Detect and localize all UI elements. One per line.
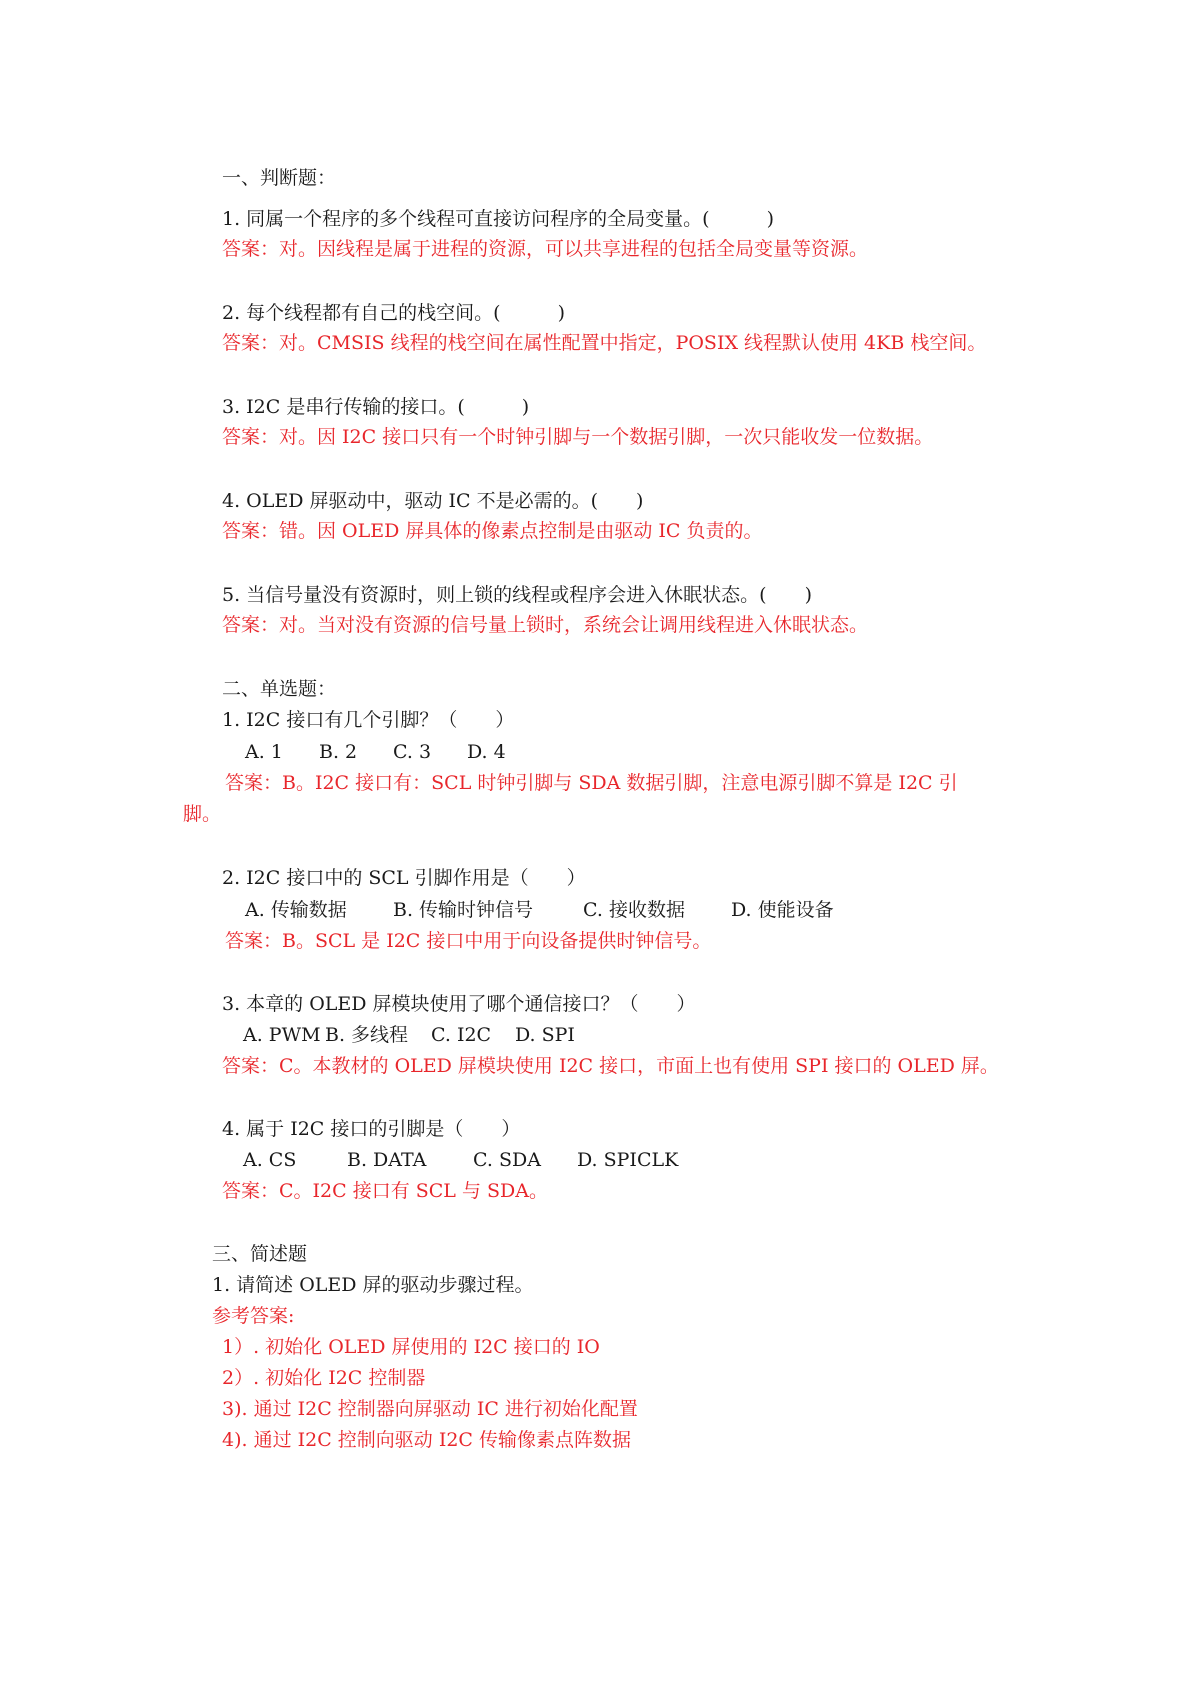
tf-question-1: 1. 同属一个程序的多个线程可直接访问程序的全局变量。( ) bbox=[222, 208, 774, 230]
reference-answer-label: 参考答案: bbox=[212, 1305, 295, 1327]
tf-question-5: 5. 当信号量没有资源时，则上锁的线程或程序会进入休眠状态。( ) bbox=[222, 584, 812, 606]
section-heading-single-choice: 二、单选题： bbox=[222, 678, 337, 700]
option: B. 传输时钟信号 bbox=[393, 899, 534, 921]
mc-options-4 bbox=[243, 1148, 678, 1172]
mc-answer-3: 答案：C。本教材的 OLED 屏模块使用 I2C 接口，市面上也有使用 SPI 接口的 OLED 屏。 bbox=[222, 1055, 999, 1077]
option: A. PWM bbox=[243, 1024, 321, 1046]
option: B. 2 bbox=[319, 741, 358, 763]
option: C. 接收数据 bbox=[583, 899, 685, 921]
tf-answer-2: 答案：对。CMSIS 线程的栈空间在属性配置中指定，POSIX 线程默认使用 4KB 栈空间。 bbox=[222, 332, 987, 354]
option: A. 1 bbox=[245, 741, 283, 763]
tf-question-3: 3. I2C 是串行传输的接口。( ) bbox=[222, 396, 530, 418]
option: C. I2C bbox=[431, 1024, 492, 1046]
mc-question-3: 3. 本章的 OLED 屏模块使用了哪个通信接口？（ ） bbox=[222, 993, 696, 1015]
reference-step-3: 3). 通过 I2C 控制器向屏驱动 IC 进行初始化配置 bbox=[222, 1398, 638, 1420]
mc-answer-4: 答案：C。I2C 接口有 SCL 与 SDA。 bbox=[222, 1180, 548, 1202]
sa-question-1: 1. 请简述 OLED 屏的驱动步骤过程。 bbox=[212, 1274, 534, 1296]
tf-question-4: 4. OLED 屏驱动中，驱动 IC 不是必需的。( ) bbox=[222, 490, 644, 512]
tf-answer-5: 答案：对。当对没有资源的信号量上锁时，系统会让调用线程进入休眠状态。 bbox=[222, 614, 869, 636]
mc-options-2 bbox=[245, 898, 834, 922]
mc-answer-2: 答案：B。SCL 是 I2C 接口中用于向设备提供时钟信号。 bbox=[225, 930, 712, 952]
option: D. SPI bbox=[515, 1024, 575, 1046]
option: B. DATA bbox=[347, 1149, 427, 1171]
reference-step-1: 1）. 初始化 OLED 屏使用的 I2C 接口的 IO bbox=[222, 1336, 600, 1358]
section-heading-short-answer: 三、简述题 bbox=[212, 1243, 308, 1265]
tf-answer-1: 答案：对。因线程是属于进程的资源，可以共享进程的包括全局变量等资源。 bbox=[222, 238, 869, 260]
option: C. SDA bbox=[473, 1149, 541, 1171]
mc-question-2: 2. I2C 接口中的 SCL 引脚作用是（ ） bbox=[222, 867, 586, 889]
option: D. SPICLK bbox=[577, 1149, 679, 1171]
tf-answer-3: 答案：对。因 I2C 接口只有一个时钟引脚与一个数据引脚，一次只能收发一位数据。 bbox=[222, 426, 934, 448]
section-heading-true-false: 一、判断题： bbox=[222, 167, 337, 189]
reference-step-2: 2）. 初始化 I2C 控制器 bbox=[222, 1367, 426, 1389]
tf-answer-4: 答案：错。因 OLED 屏具体的像素点控制是由驱动 IC 负责的。 bbox=[222, 520, 763, 542]
option: D. 使能设备 bbox=[731, 899, 834, 921]
mc-options-1 bbox=[245, 740, 506, 764]
option: D. 4 bbox=[467, 741, 506, 763]
mc-question-4: 4. 属于 I2C 接口的引脚是（ ） bbox=[222, 1118, 521, 1140]
option: B. 多线程 bbox=[325, 1024, 409, 1046]
mc-question-1: 1. I2C 接口有几个引脚？（ ） bbox=[222, 709, 515, 731]
mc-answer-1-line1: 答案：B。I2C 接口有：SCL 时钟引脚与 SDA 数据引脚，注意电源引脚不算是 I2C 引 bbox=[225, 772, 958, 794]
option: A. CS bbox=[243, 1149, 297, 1171]
reference-step-4: 4). 通过 I2C 控制向驱动 I2C 传输像素点阵数据 bbox=[222, 1429, 632, 1451]
option: A. 传输数据 bbox=[245, 899, 347, 921]
mc-answer-1-line2: 脚。 bbox=[183, 803, 222, 825]
mc-options-3 bbox=[243, 1023, 575, 1047]
tf-question-2: 2. 每个线程都有自己的栈空间。( ) bbox=[222, 302, 565, 324]
option: C. 3 bbox=[393, 741, 432, 763]
